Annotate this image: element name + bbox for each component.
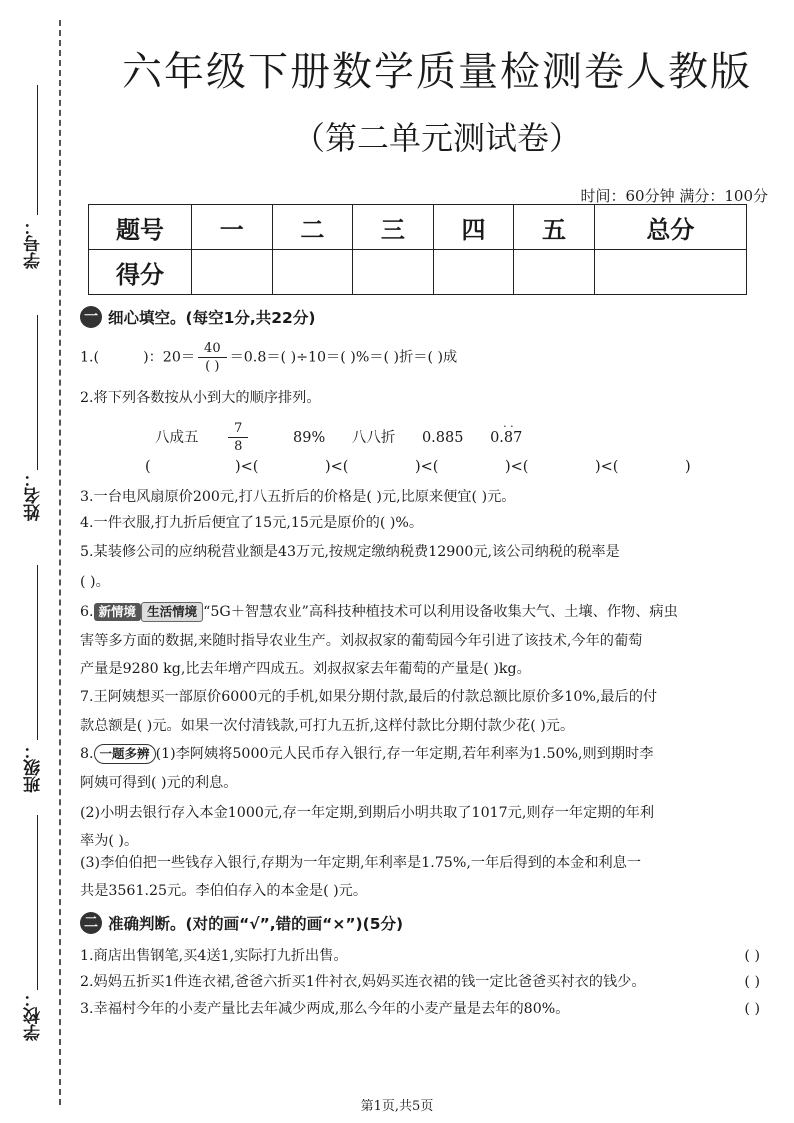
chain-sep: )<( (505, 459, 529, 475)
score-header-cell: 三 (353, 205, 434, 250)
judge-text: 3.幸福村今年的小麦产量比去年减少两成,那么今年的小麦产量是去年的80%。 (80, 1001, 570, 1017)
score-header-row (89, 205, 747, 250)
judge-item-2 (80, 968, 760, 996)
score-value-row (89, 250, 747, 295)
school-label: 学校： (24, 990, 44, 1041)
chain-sep: )<( (235, 459, 259, 475)
score-cell[interactable] (192, 250, 273, 295)
score-cell[interactable] (272, 250, 353, 295)
q2-item: 89% (293, 429, 326, 446)
question-8-part-3-line-2: 共是3561.25元。李伯伯存入的本金是( )元。 (80, 883, 368, 899)
tag-life-context: 生活情境 (141, 602, 203, 622)
score-header-cell: 题号 (89, 205, 192, 250)
student-id-rule (37, 85, 38, 215)
score-cell[interactable] (514, 250, 595, 295)
question-8-part-1-line-2: 阿姨可得到( )元的利息。 (80, 775, 238, 791)
chain-sep: ) (685, 459, 691, 475)
q2-item: 八成五 (155, 429, 199, 446)
section-2-heading (80, 912, 403, 934)
q6-text: “5G＋智慧农业”高科技种植技术可以利用设备收集大气、土壤、作物、病虫 (203, 604, 678, 620)
score-row-label: 得分 (89, 250, 192, 295)
class-rule (37, 565, 38, 740)
judge-item-1 (80, 942, 760, 970)
question-8-part-2-line-1: (2)小明去银行存入本金1000元,存一年定期,到期后小明共取了1017元,则存一年定期的年利 (80, 805, 655, 821)
judge-text: 1.商店出售钢笔,买4送1,实际打九折出售。 (80, 948, 348, 964)
fraction-denominator: 8 (234, 439, 243, 454)
score-cell[interactable] (594, 250, 746, 295)
chain-sep: )<( (595, 459, 619, 475)
score-header-cell: 五 (514, 205, 595, 250)
q1-text-mid: )：20＝ (143, 349, 196, 366)
chain-sep: )<( (325, 459, 349, 475)
student-id-label: 学号： (24, 218, 44, 269)
question-8-line-1 (80, 739, 760, 769)
q1-fraction (198, 340, 227, 375)
judge-answer-box[interactable]: ( ) (744, 948, 760, 964)
q2-item-repeating (490, 419, 544, 446)
name-rule (37, 315, 38, 470)
question-1 (80, 340, 760, 375)
question-5-line-2: ( )。 (80, 574, 110, 590)
chain-sep: ( (145, 459, 151, 475)
q8-number: 8. (80, 746, 94, 762)
chain-sep: )<( (415, 459, 439, 475)
question-8-part-2-line-2: 率为( )。 (80, 833, 139, 849)
time-info: 时间：60分钟 满分：100分 (580, 187, 768, 205)
q2-number-list (120, 420, 740, 455)
score-header-cell: 四 (433, 205, 514, 250)
q2-order-chain (145, 459, 691, 475)
score-cell[interactable] (433, 250, 514, 295)
question-5-line-1: 5.某装修公司的应纳税营业额是43万元,按规定缴纳税费12900元,该公司纳税的税率是 (80, 544, 620, 560)
q6-number: 6. (80, 604, 94, 620)
judge-text: 2.妈妈五折买1件连衣裙,爸爸六折买1件衬衣,妈妈买连衣裙的钱一定比爸爸买衬衣的钱少。 (80, 974, 646, 990)
section-2-badge: 二 (80, 912, 102, 934)
section-2-title: 准确判断。(对的画“√”,错的画“×”)(5分) (108, 915, 404, 933)
question-6-line-3: 产量是9280 kg,比去年增产四成五。刘叔叔家去年葡萄的产量是( )kg。 (80, 661, 531, 677)
question-6-line-1 (80, 597, 760, 627)
judge-answer-box[interactable]: ( ) (744, 1001, 760, 1017)
tag-multi-discern: 一题多辨 (94, 744, 156, 764)
name-label: 姓名： (24, 470, 44, 521)
binding-dashed-line (59, 20, 61, 1105)
question-2: 2.将下列各数按从小到大的顺序排列。 (80, 390, 321, 406)
score-cell[interactable] (353, 250, 434, 295)
class-label: 班级： (24, 742, 44, 793)
q1-text-rest: ＝0.8＝( )÷10＝( )%＝( )折＝( )成 (229, 349, 458, 366)
question-3: 3.一台电风扇原价200元,打八五折后的价格是( )元,比原来便宜( )元。 (80, 489, 516, 505)
fraction-numerator: 40 (198, 340, 227, 358)
question-8-part-3-line-1: (3)李伯伯把一些钱存入银行,存期为一年定期,年利率是1.75%,一年后得到的本金和利息一 (80, 855, 642, 871)
section-1-heading (80, 306, 315, 328)
fraction-denominator: ( ) (205, 359, 220, 374)
page-title: 六年级下册数学质量检测卷人教版 (122, 49, 752, 95)
question-6-line-2: 害等多方面的数据,来随时指导农业生产。刘叔叔家的葡萄园今年引进了该技术,今年的葡萄 (80, 633, 643, 649)
repeat-dots: · · (503, 419, 514, 433)
q2-item: 八八折 (351, 429, 396, 446)
judge-item-3 (80, 995, 760, 1023)
section-1-title: 细心填空。(每空1分,共22分) (108, 309, 316, 327)
q1-text-pre: 1.( (80, 349, 100, 366)
q2-item: 0.885 (421, 429, 464, 446)
q2-item-text: 0.87 (490, 429, 523, 446)
section-1-badge: 一 (80, 306, 102, 328)
question-7-line-1: 7.王阿姨想买一部原价6000元的手机,如果分期付款,最后的付款总额比原价多10%,最后的付 (80, 689, 658, 705)
q2-fraction (228, 420, 270, 455)
q8-part-1: (1)李阿姨将5000元人民币存入银行,存一年定期,若年利率为1.50%,则到期时李 (155, 746, 654, 762)
question-4: 4.一件衣服,打九折后便宜了15元,15元是原价的( )%。 (80, 515, 424, 531)
score-table (88, 204, 747, 295)
question-7-line-2: 款总额是( )元。如果一次付清钱款,可打九五折,这样付款比分期付款少花( )元。 (80, 718, 575, 734)
score-header-cell: 二 (272, 205, 353, 250)
page-subtitle: （第二单元测试卷） (292, 119, 581, 157)
school-rule (37, 815, 38, 990)
judge-answer-box[interactable]: ( ) (744, 974, 760, 990)
page-footer: 第1页,共5页 (360, 1099, 434, 1114)
fraction-numerator: 7 (228, 420, 248, 438)
tag-new-context: 新情境 (94, 603, 142, 621)
score-header-cell: 总分 (594, 205, 746, 250)
score-header-cell: 一 (192, 205, 273, 250)
